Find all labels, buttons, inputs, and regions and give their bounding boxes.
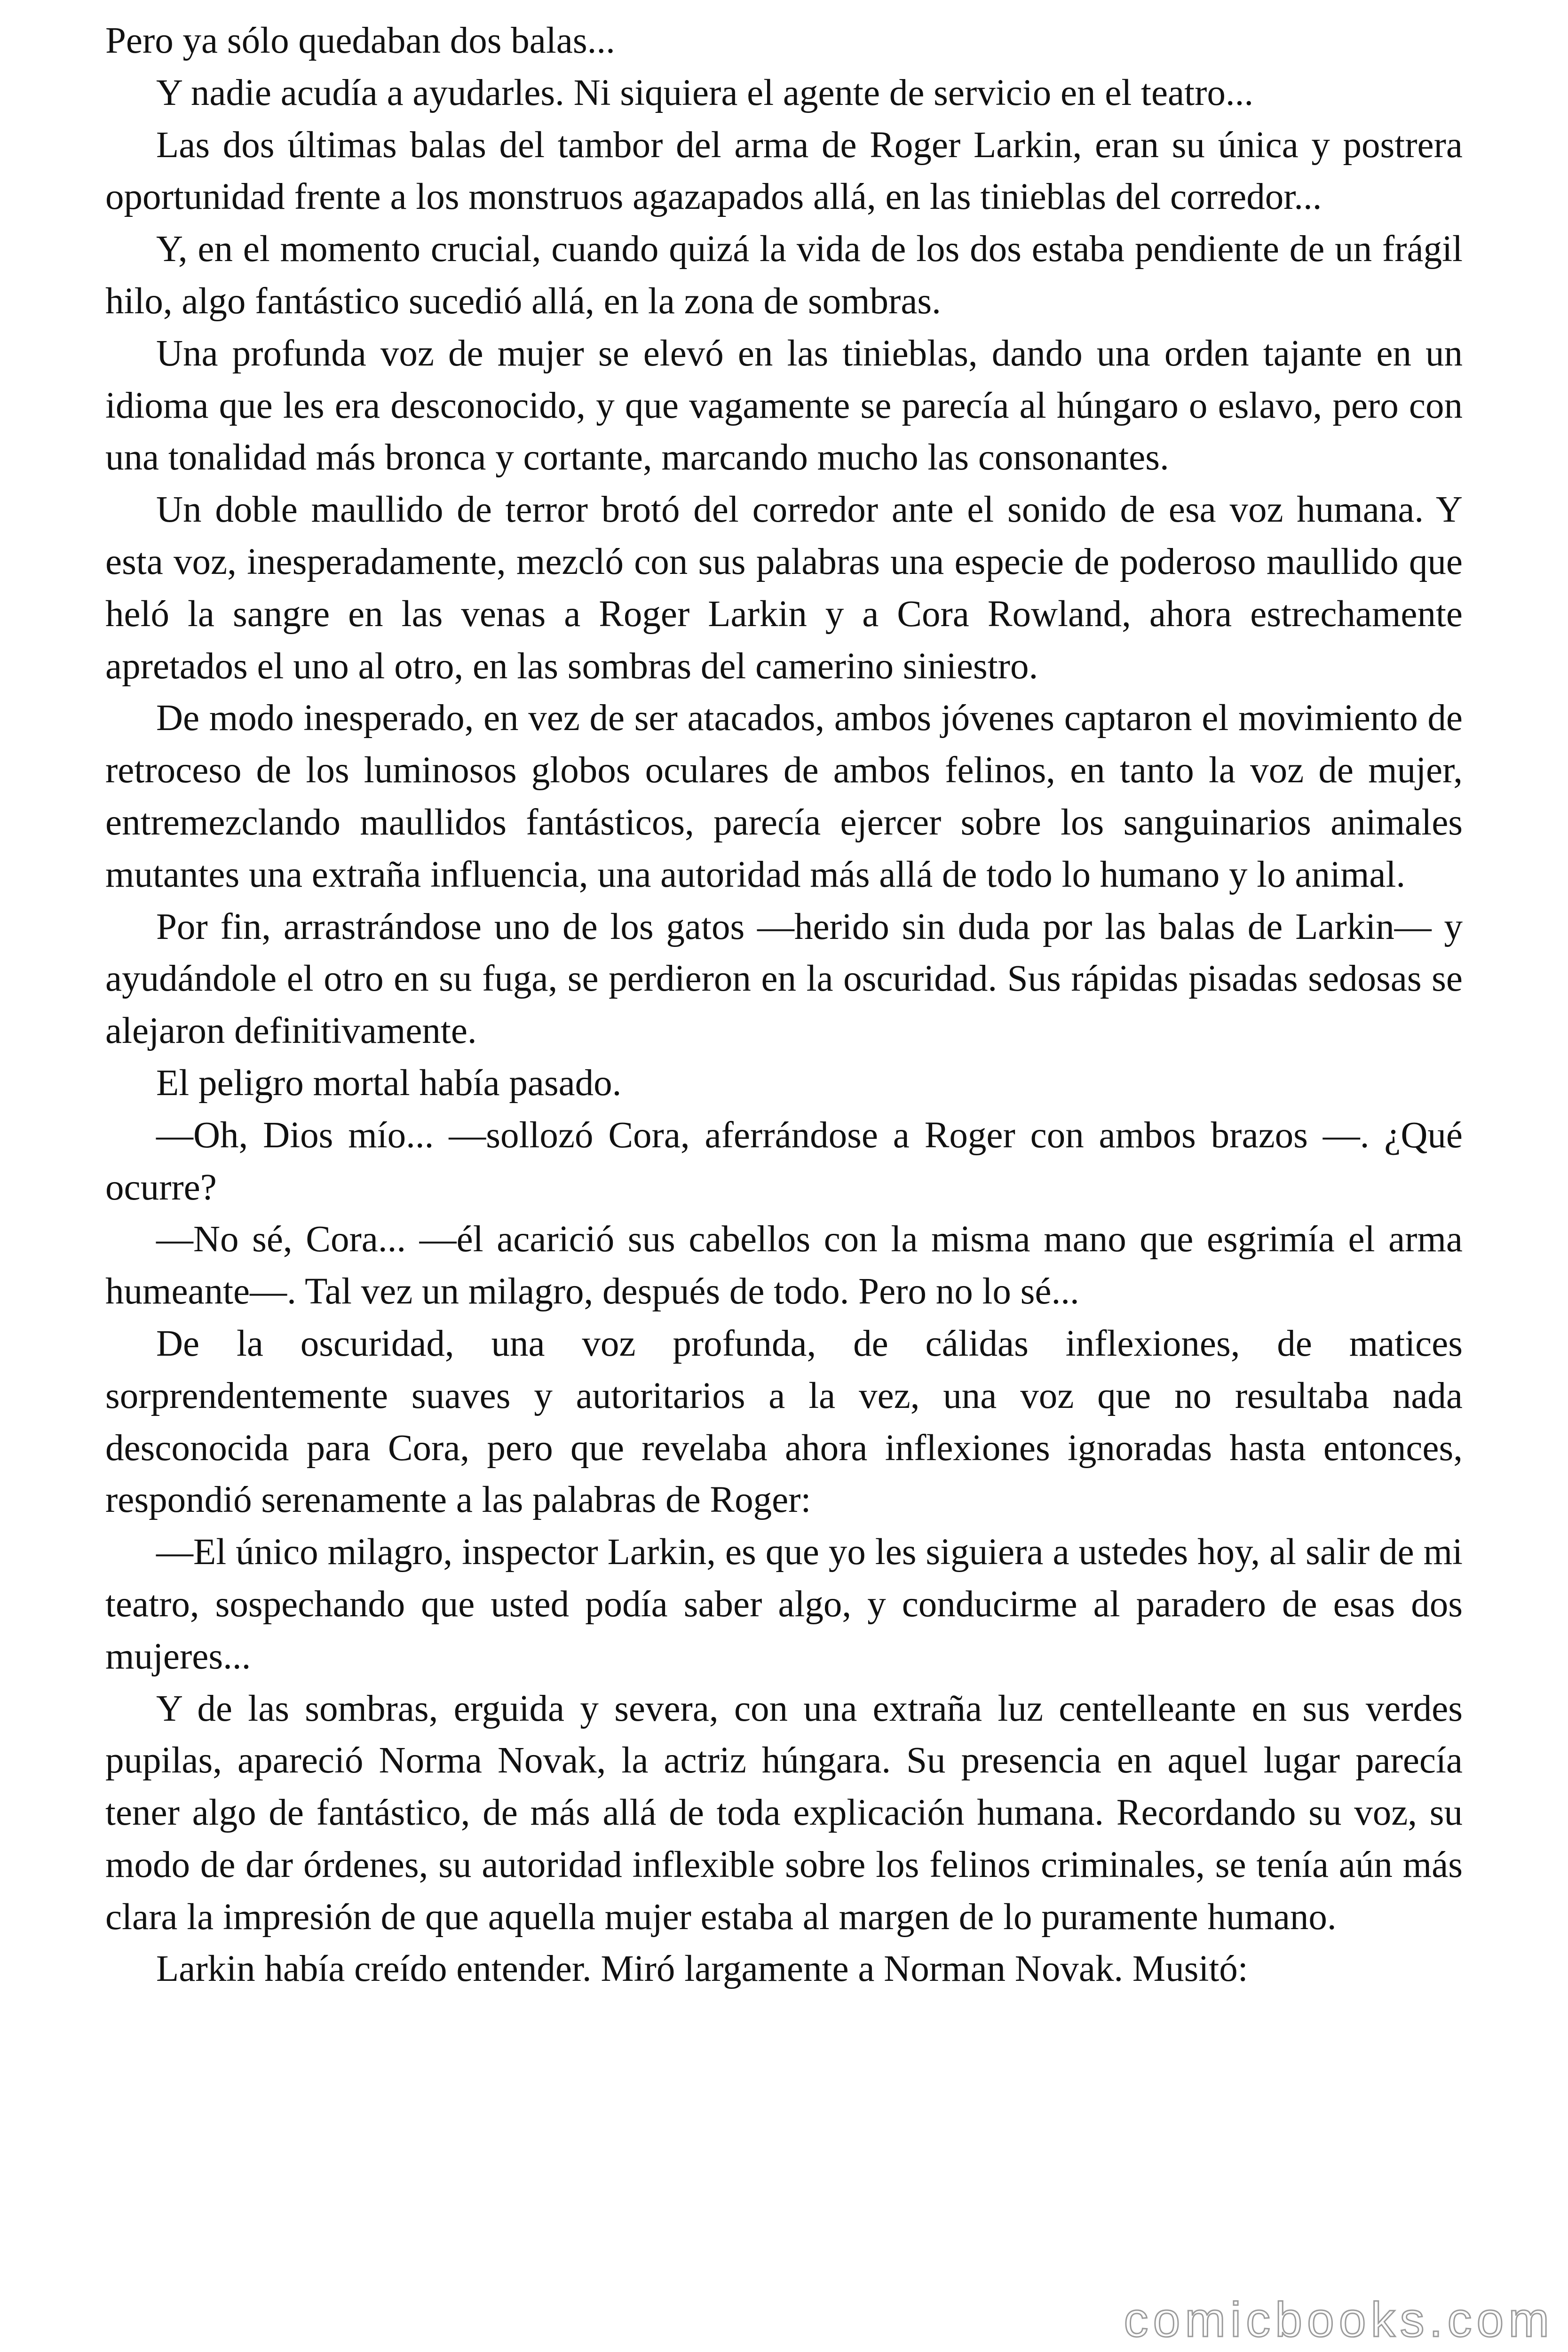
paragraph: Una profunda voz de mujer se elevó en las tinieblas, dando una orden tajante en un idioma que les era desconocido, y que vagamente se parecía al húngaro o eslavo, pero con una tonalidad más bronca y cortante, marcando mucho las consonantes. bbox=[105, 333, 1463, 478]
paragraph: De la oscuridad, una voz profunda, de cálidas inflexiones, de matices sorprendentemente suaves y autoritarios a la vez, una voz que no resultaba nada desconocida para Cora, pero que revelaba ahora inflexiones ignoradas hasta entonces, respondió serenamente a las palabras de Roger: bbox=[105, 1323, 1463, 1521]
paragraph: De modo inesperado, en vez de ser atacados, ambos jóvenes captaron el movimiento de retroceso de los luminosos globos oculares de ambos felinos, en tanto la voz de mujer, entremezclando maullidos fantásticos, parecía ejercer sobre los sanguinarios animales mutantes una extraña influencia, una autoridad más allá de todo lo humano y lo animal. bbox=[105, 698, 1463, 895]
dialogue-paragraph: —Oh, Dios mío... —sollozó Cora, aferrándose a Roger con ambos brazos —. ¿Qué ocurre? bbox=[105, 1114, 1463, 1208]
paragraph: Pero ya sólo quedaban dos balas... bbox=[105, 20, 615, 61]
paragraph: Larkin había creído entender. Miró largamente a Norman Novak. Musitó: bbox=[156, 1948, 1248, 1990]
paragraph: Y de las sombras, erguida y severa, con una extraña luz centelleante en sus verdes pupilas, apareció Norma Novak, la actriz húngara. Su presencia en aquel lugar parecía tener algo de fantástico, de más allá de toda explicación humana. Recordando su voz, su modo de dar órdenes, su autoridad inflexible sobre los felinos criminales, se tenía aún más clara la impresión de que aquella mujer estaba al margen de lo puramente humano. bbox=[105, 1688, 1463, 1938]
paragraph: Por fin, arrastrándose uno de los gatos —herido sin duda por las balas de Larkin— y ayudándole el otro en su fuga, se perdieron en la oscuridad. Sus rápidas pisadas sedosas se alejaron definitivamente. bbox=[105, 906, 1463, 1052]
watermark: comicbooks.com bbox=[1124, 2293, 1554, 2347]
paragraph: Y nadie acudía a ayudarles. Ni siquiera el agente de servicio en el teatro... bbox=[156, 72, 1254, 113]
paragraph: El peligro mortal había pasado. bbox=[156, 1062, 622, 1104]
paragraph: Un doble maullido de terror brotó del corredor ante el sonido de esa voz humana. Y esta voz, inesperadamente, mezcló con sus palabras una especie de poderoso maullido que heló la sangre en las venas a Roger Larkin y a Cora Rowland, ahora estrechamente apretados el uno al otro, en las sombras del camerino siniestro. bbox=[105, 489, 1463, 687]
dialogue-paragraph: —El único milagro, inspector Larkin, es que yo les siguiera a ustedes hoy, al salir de mi teatro, sospechando que usted podía saber algo, y conducirme al paradero de esas dos mujeres... bbox=[105, 1532, 1463, 1677]
paragraph: Las dos últimas balas del tambor del arma de Roger Larkin, eran su única y postrera oportunidad frente a los monstruos agazapados allá, en las tinieblas del corredor... bbox=[105, 124, 1463, 218]
dialogue-paragraph: —No sé, Cora... —él acarició sus cabellos con la misma mano que esgrimía el arma humeante—. Tal vez un milagro, después de todo. Pero no lo sé... bbox=[105, 1219, 1463, 1312]
body-text bbox=[105, 15, 1463, 1995]
paragraph: Y, en el momento crucial, cuando quizá la vida de los dos estaba pendiente de un frágil hilo, algo fantástico sucedió allá, en la zona de sombras. bbox=[105, 229, 1463, 322]
